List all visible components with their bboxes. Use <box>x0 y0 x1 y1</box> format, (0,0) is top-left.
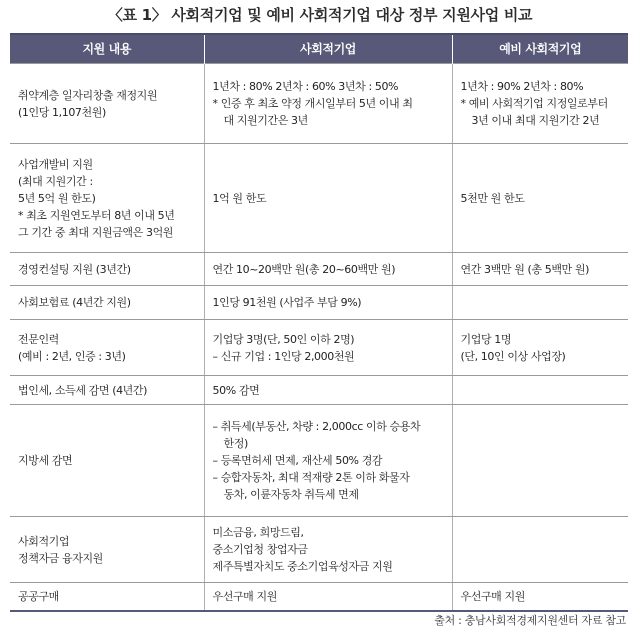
cell-line: * 인증 후 최초 약정 개시일부터 5년 이내 최 <box>212 97 413 110</box>
cell-line: 미소금융, 희망드림, <box>212 526 304 539</box>
category-cell <box>10 144 204 253</box>
table-row <box>10 517 628 583</box>
cell-line: 그 기간 중 최대 지원금액은 3억원 <box>18 225 174 239</box>
cell-line: 한정) <box>223 437 248 450</box>
cell-line: 3년 이내 최대 지원기간 2년 <box>471 114 600 127</box>
comparison-table <box>10 33 628 612</box>
cell-line: – 신규 기업 : 1인당 2,000천원 <box>212 349 355 363</box>
social-enterprise-cell <box>204 286 452 320</box>
social-enterprise-cell <box>204 64 452 144</box>
social-enterprise-cell <box>204 320 452 376</box>
table-row <box>10 583 628 611</box>
social-enterprise-cell <box>204 144 452 253</box>
category-cell <box>10 376 204 405</box>
category-cell <box>10 253 204 286</box>
cell-line: (단, 10인 이상 사업장) <box>460 349 566 363</box>
prelim-enterprise-cell <box>452 64 628 144</box>
header-row <box>10 34 628 64</box>
cell-line: 정책자금 융자지원 <box>18 551 103 565</box>
table-row <box>10 405 628 517</box>
category-cell <box>10 405 204 517</box>
prelim-enterprise-cell <box>452 517 628 583</box>
cell-line: 전문인력 <box>18 332 59 346</box>
category-cell <box>10 517 204 583</box>
category-cell <box>10 64 204 144</box>
cell-line: 50% 감면 <box>212 383 260 397</box>
cell-line: 기업당 1명 <box>460 332 512 346</box>
column-header-prelim-enterprise: 예비 사회적기업 <box>452 34 628 64</box>
table-title: 〈표 1〉 사회적기업 및 예비 사회적기업 대상 정부 지원사업 비교 <box>107 6 533 24</box>
cell-line: * 예비 사회적기업 지정일로부터 <box>460 97 608 110</box>
cell-line: 법인세, 소득세 감면 (4년간) <box>18 383 148 397</box>
cell-line: 사회적기업 <box>18 534 70 548</box>
cell-line: 사회보험료 (4년간 지원) <box>18 296 131 309</box>
prelim-enterprise-cell <box>452 376 628 405</box>
cell-line: 우선구매 지원 <box>212 589 277 603</box>
cell-line: * 최초 지원연도부터 8년 이내 5년 <box>18 208 175 222</box>
cell-line: 제주특별자치도 중소기업육성자금 지원 <box>212 560 393 573</box>
cell-line: 5천만 원 한도 <box>460 191 525 205</box>
cell-line: 1인당 91천원 (사업주 부담 9%) <box>212 296 362 309</box>
cell-line: 우선구매 지원 <box>460 589 525 603</box>
cell-line: 사업개발비 지원 <box>18 157 93 171</box>
cell-line: 취약계층 일자리창출 재정지원 <box>18 88 158 102</box>
cell-line: 대 지원기간은 3년 <box>223 114 308 127</box>
prelim-enterprise-cell <box>452 144 628 253</box>
category-cell <box>10 583 204 611</box>
cell-line: 5년 5억 원 한도) <box>18 191 96 205</box>
social-enterprise-cell <box>204 376 452 405</box>
table-row <box>10 144 628 253</box>
cell-line: 1년차 : 80% 2년차 : 60% 3년차 : 50% <box>212 80 399 93</box>
cell-line: 중소기업청 창업자금 <box>212 543 308 556</box>
cell-line: (예비 : 2년, 인증 : 3년) <box>18 349 126 363</box>
social-enterprise-cell <box>204 253 452 286</box>
cell-line: – 취득세(부동산, 차량 : 2,000cc 이하 승용차 <box>212 420 421 433</box>
table-row <box>10 64 628 144</box>
table-row <box>10 286 628 320</box>
column-header-social-enterprise: 사회적기업 <box>204 34 452 64</box>
cell-line: 연간 3백만 원 (총 5백만 원) <box>460 262 589 276</box>
cell-line: (1인당 1,107천원) <box>18 105 106 119</box>
prelim-enterprise-cell <box>452 405 628 517</box>
cell-line: 경영컨설팅 지원 (3년간) <box>18 262 131 276</box>
category-cell <box>10 286 204 320</box>
prelim-enterprise-cell <box>452 320 628 376</box>
cell-line: 기업당 3명(단, 50인 이하 2명) <box>212 332 355 346</box>
table-row <box>10 253 628 286</box>
prelim-enterprise-cell <box>452 583 628 611</box>
cell-line: 1년차 : 90% 2년차 : 80% <box>460 80 584 93</box>
cell-line: 동차, 이륜자동차 취득세 면제 <box>223 488 359 501</box>
cell-line: – 승합자동차, 최대 적재량 2톤 이하 화물자 <box>212 471 410 484</box>
prelim-enterprise-cell <box>452 286 628 320</box>
social-enterprise-cell <box>204 405 452 517</box>
cell-line: 연간 10~20백만 원(총 20~60백만 원) <box>212 262 396 276</box>
table-row <box>10 376 628 405</box>
column-header-support: 지원 내용 <box>10 34 204 64</box>
cell-line: 공공구매 <box>18 589 59 603</box>
social-enterprise-cell <box>204 583 452 611</box>
cell-line: – 등록면허세 면제, 재산세 50% 경감 <box>212 454 383 467</box>
cell-line: 지방세 감면 <box>18 454 73 467</box>
cell-line: (최대 지원기간 : <box>18 174 93 188</box>
table-row <box>10 320 628 376</box>
cell-line: 1억 원 한도 <box>212 191 267 205</box>
prelim-enterprise-cell <box>452 253 628 286</box>
social-enterprise-cell <box>204 517 452 583</box>
source-note: 출처 : 충남사회적경제지원센터 자료 참고 <box>434 614 626 627</box>
category-cell <box>10 320 204 376</box>
